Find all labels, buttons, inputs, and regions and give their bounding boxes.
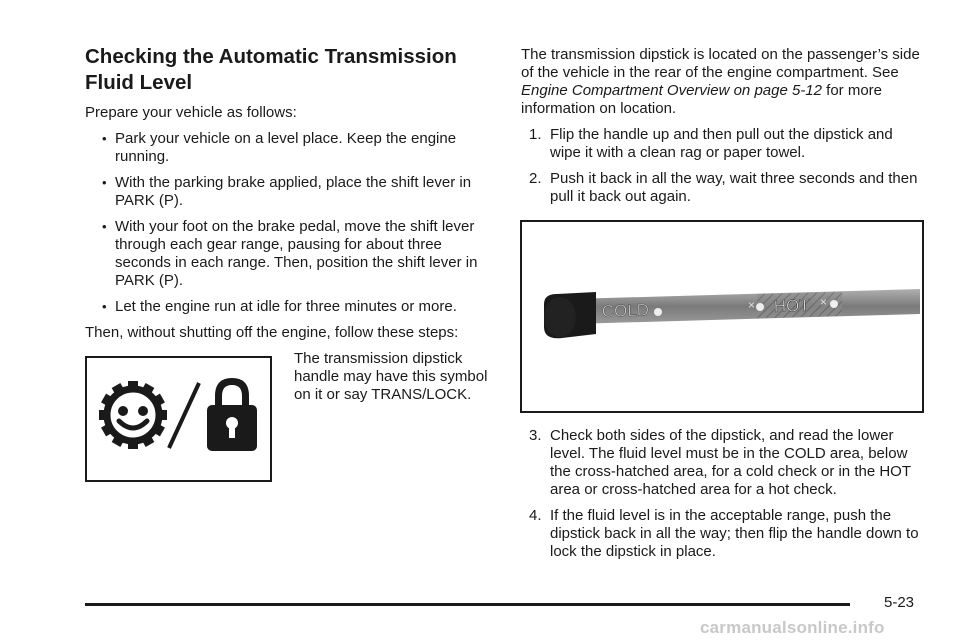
svg-text:×: × xyxy=(748,298,756,312)
list-item: 4. If the fluid level is in the acceptable range, push the dipstick back in all the way; then flip the handle down to lock the dipstick in place. xyxy=(529,507,919,560)
dipstick-photo xyxy=(520,220,924,413)
list-item: 3. Check both sides of the dipstick, and read the lower level. The fluid level must be in the COLD area, below the cross-hatched area, for a cold check or in the HOT area or cross-hatched area for a hot check. xyxy=(529,427,911,498)
location-paragraph: The transmission dipstick is located on the passenger’s side of the vehicle in the rear of the engine compartment. See Engine Compartment Overview on page 5-12 for more information on location. xyxy=(521,46,920,117)
transmission-lock-symbol-icon xyxy=(85,356,272,482)
bullet-dot-icon: • xyxy=(102,299,107,314)
symbol-caption: The transmission dipstick handle may have this symbol on it or say TRANS/LOCK. xyxy=(294,350,488,403)
list-item: • Park your vehicle on a level place. Keep the engine running. xyxy=(102,130,457,165)
footer-divider xyxy=(85,603,850,606)
list-item: 1. Flip the handle up and then pull out the dipstick and wipe it with a clean rag or paper towel. xyxy=(529,126,893,161)
svg-text:×: × xyxy=(820,295,828,309)
list-item: • With your foot on the brake pedal, move the shift lever through each gear range, pausing for about three seconds in each range. Then, position the shift lever in PARK (P). xyxy=(102,218,478,289)
section-title: Checking the Automatic Transmission Fluid Level xyxy=(85,45,457,94)
steps-list-b xyxy=(529,427,926,561)
cold-label: COLD xyxy=(601,300,650,321)
intro-text: Prepare your vehicle as follows: xyxy=(85,104,297,121)
bullet-dot-icon: • xyxy=(102,219,107,234)
then-text: Then, without shutting off the engine, follow these steps: xyxy=(85,324,459,341)
bullet-dot-icon: • xyxy=(102,131,107,146)
list-item: • With the parking brake applied, place the shift lever in PARK (P). xyxy=(102,174,472,209)
list-item: 2. Push it back in all the way, wait three seconds and then pull it back out again. xyxy=(529,170,918,205)
bullet-dot-icon: • xyxy=(102,175,107,190)
list-item: • Let the engine run at idle for three minutes or more. xyxy=(102,298,457,315)
page-number: 5-23 xyxy=(884,594,915,611)
watermark: carmanualsonline.info xyxy=(700,618,885,637)
preparation-list xyxy=(102,130,495,316)
engine-compartment-link[interactable]: Engine Compartment Overview on page 5-12 xyxy=(521,82,822,99)
steps-list-a xyxy=(529,126,926,206)
hot-label: HOT xyxy=(773,295,811,316)
left-column xyxy=(85,44,495,490)
right-column xyxy=(521,46,926,569)
symbol-figure xyxy=(85,350,495,490)
